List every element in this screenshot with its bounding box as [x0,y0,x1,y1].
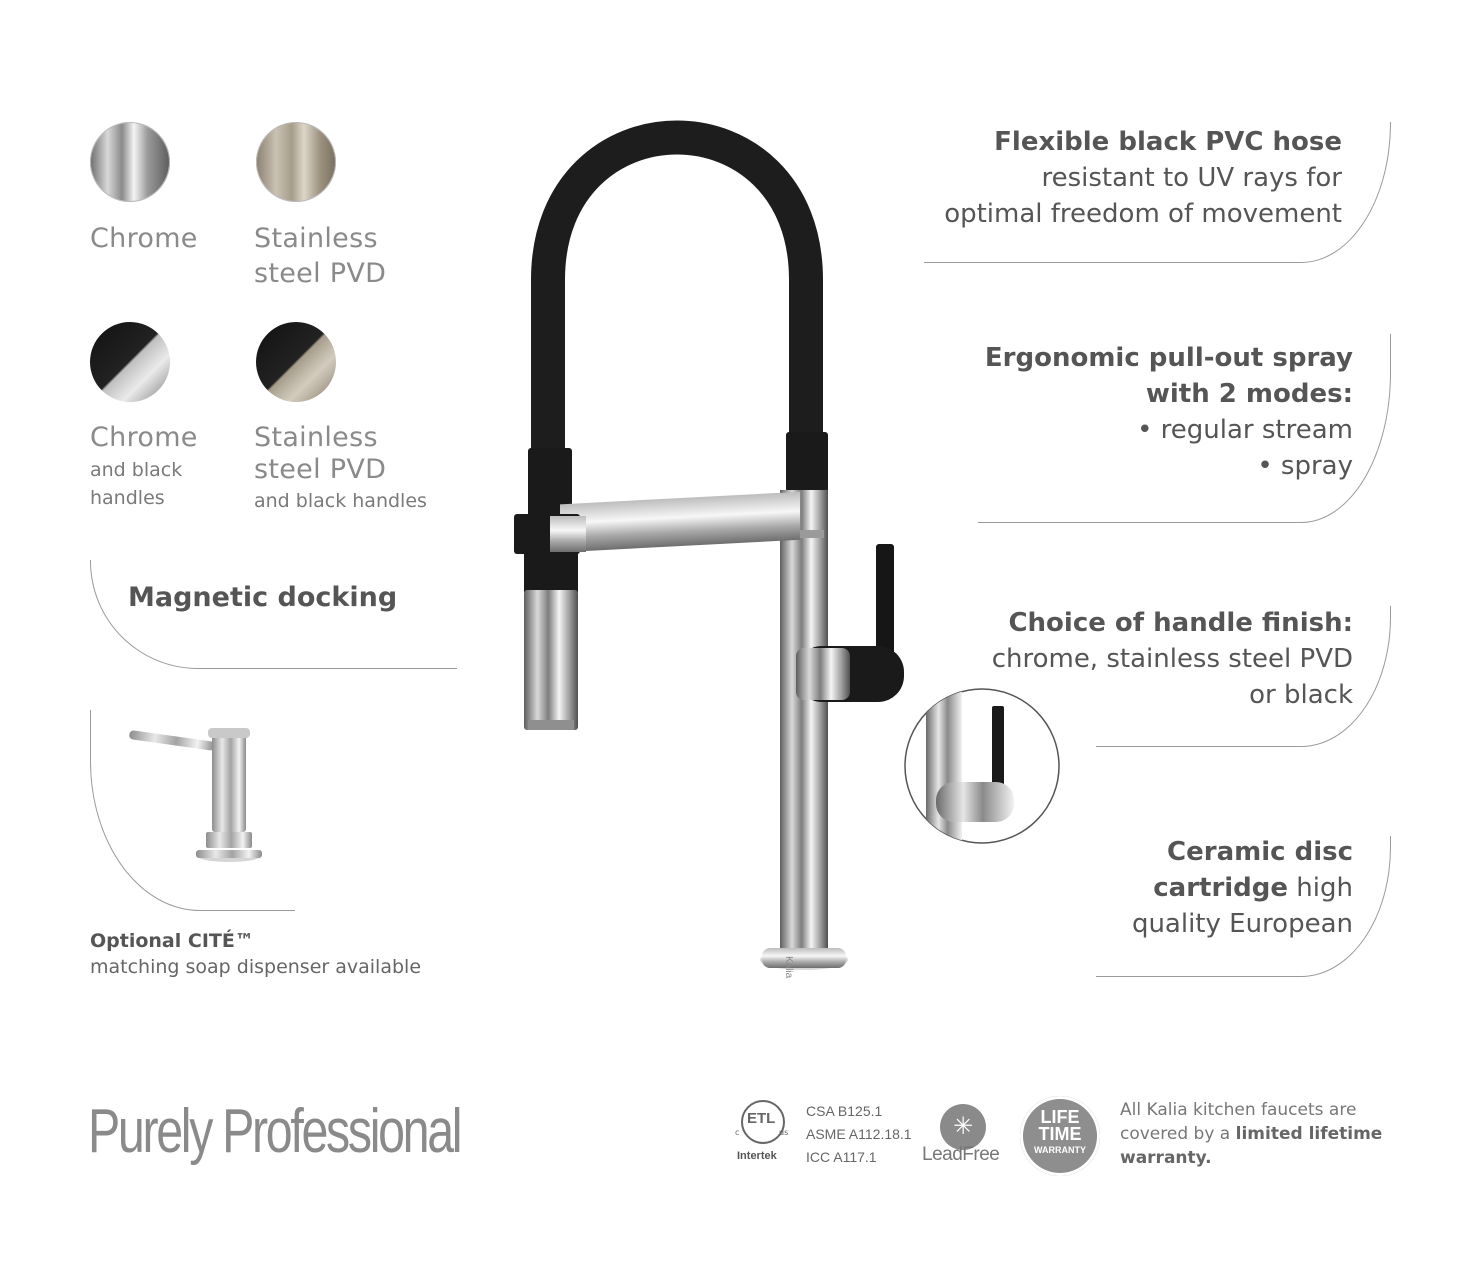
warranty-line3: warranty. [1120,1148,1212,1168]
spray-title-line1: Ergonomic pull-out spray [984,343,1353,373]
cartridge-title-line2: cartridge [1153,873,1289,903]
etl-c: c [735,1128,740,1137]
warranty-text [1120,1098,1382,1170]
stainless-black-label-line1: Stainless [254,422,378,453]
stainless-label-line1: Stainless [254,223,378,254]
soap-dispenser-image [126,724,266,870]
etl-mark: ETL [747,1110,776,1127]
soap-title: Optional CITÉ™ [90,930,254,952]
hose-line2: resistant to UV rays for [1041,163,1342,193]
chrome-black-sub-line2: handles [90,487,165,509]
etl-listed-logo [735,1100,791,1166]
spray-feature [985,340,1353,484]
cartridge-title-line1: Ceramic disc [1167,837,1353,867]
slogan: Purely Professional [88,1097,461,1166]
cartridge-line2 [1132,870,1353,906]
cartridge-feature [1132,834,1353,942]
seal-time: TIME [1038,1124,1082,1144]
standard-icc: ICC A117.1 [806,1149,877,1165]
warranty-line2a: covered by a [1120,1124,1236,1144]
stainless-black-label-line2: steel PVD [254,454,387,485]
chrome-black-sub-line1: and black [90,459,183,481]
hose-line3: optimal freedom of movement [944,199,1342,229]
soap-text: matching soap dispenser available [90,956,422,978]
stainless-black-sub: and black handles [254,490,427,512]
leadfree-label: LeadFree [922,1144,1000,1165]
etl-us: us [779,1128,789,1137]
handle-line2: chrome, stainless steel PVD [991,644,1353,674]
standard-csa: CSA B125.1 [806,1103,883,1119]
handle-line3: or black [1249,680,1353,710]
intertek-label: Intertek [737,1150,777,1162]
spray-title-line2: with 2 modes: [1145,379,1353,409]
seal-life: LIFE [1040,1107,1080,1127]
chrome-black-label: Chrome [90,422,198,453]
handle-title: Choice of handle finish: [1008,608,1353,638]
warranty-line2b: limited lifetime [1235,1124,1383,1144]
chrome-finish-swatch[interactable] [90,122,170,202]
chrome-label: Chrome [90,223,198,254]
spray-mode-spray: • spray [1257,451,1353,481]
stainless-steel-pvd-finish-swatch[interactable] [256,122,336,202]
spray-mode-regular: • regular stream [1137,415,1353,445]
hose-feature [944,124,1342,232]
standard-asme: ASME A112.18.1 [806,1126,912,1142]
lifetime-warranty-seal [1020,1096,1100,1176]
seal-warranty: WARRANTY [1034,1145,1086,1155]
faucet-brand-mark: Kalia [783,956,794,979]
faucet-image [490,120,920,990]
cartridge-line3: quality European [1131,909,1353,939]
hose-title: Flexible black PVC hose [994,127,1342,157]
handle-feature [992,605,1353,713]
leadfree-icon: ✳ [940,1104,986,1150]
stainless-label-line2: steel PVD [254,258,387,289]
warranty-line1: All Kalia kitchen faucets are [1120,1100,1357,1120]
magnetic-docking-frame [90,560,457,669]
warranty-line2 [1120,1122,1382,1146]
cartridge-line2-rest: high [1288,873,1353,903]
stainless-black-finish-swatch[interactable] [256,322,336,402]
chrome-black-finish-swatch[interactable] [90,322,170,402]
magnetic-docking-label: Magnetic docking [128,582,398,613]
